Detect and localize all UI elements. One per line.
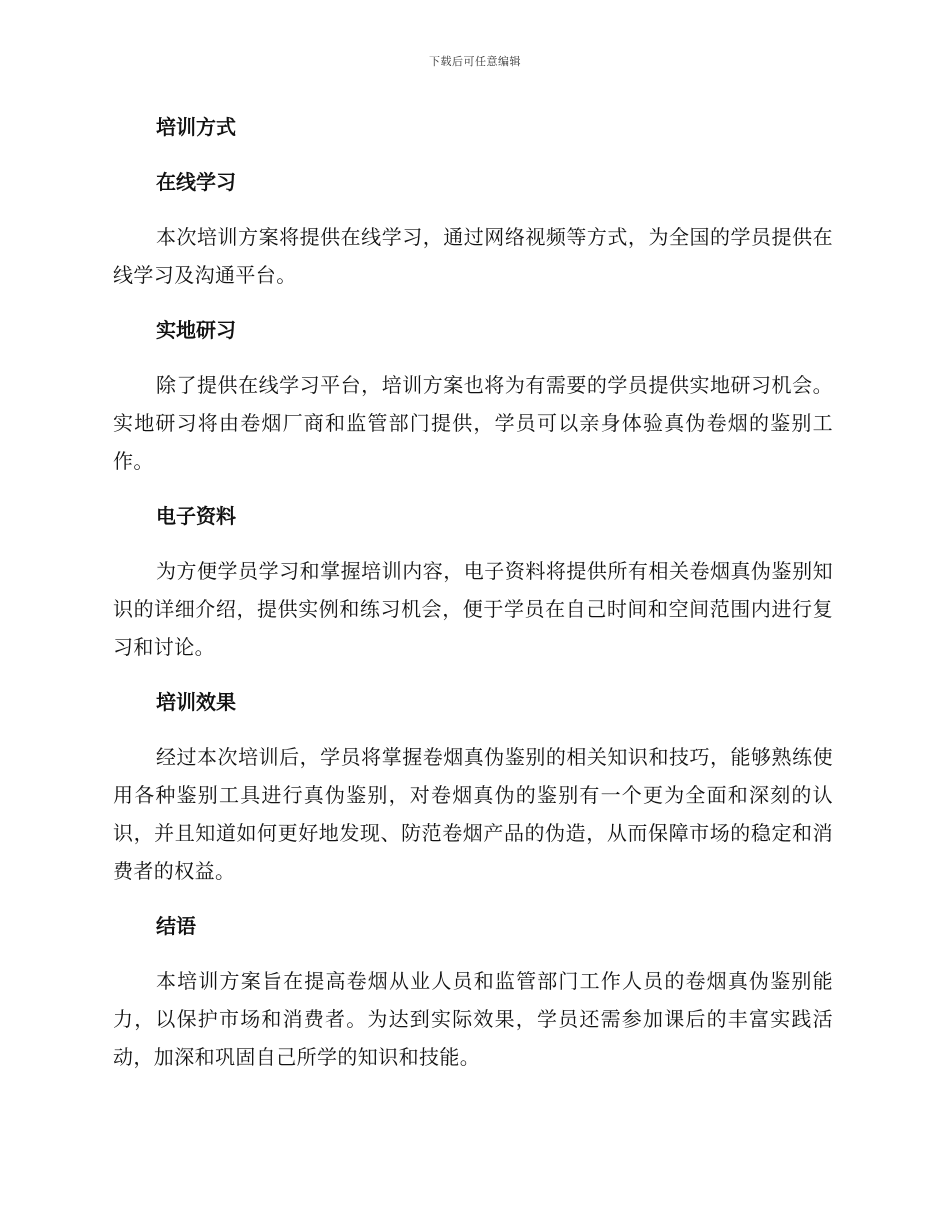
paragraph-training-effect: 经过本次培训后，学员将掌握卷烟真伪鉴别的相关知识和技巧，能够熟练使用各种鉴别工具进行真伪鉴别，对卷烟真伪的鉴别有一个更为全面和深刻的认识，并且知道如何更好地发现、防范卷烟产品的伪造，从而保障市场的稳定和消费者的权益。: [113, 745, 833, 883]
heading-online-learning: 在线学习: [156, 170, 236, 194]
page-header-note: 下载后可任意编辑: [429, 55, 521, 68]
paragraph-field-study: 除了提供在线学习平台，培训方案也将为有需要的学员提供实地研习机会。实地研习将由卷烟厂商和监管部门提供，学员可以亲身体验真伪卷烟的鉴别工作。: [113, 373, 833, 473]
paragraph-conclusion: 本培训方案旨在提高卷烟从业人员和监管部门工作人员的卷烟真伪鉴别能力，以保护市场和消费者。为达到实际效果，学员还需参加课后的丰富实践活动，加深和巩固自己所学的知识和技能。: [113, 969, 833, 1069]
heading-electronic-materials: 电子资料: [156, 504, 236, 528]
heading-training-effect: 培训效果: [156, 690, 236, 714]
paragraph-online-learning: 本次培训方案将提供在线学习，通过网络视频等方式，为全国的学员提供在线学习及沟通平台。: [113, 225, 833, 287]
heading-training-method: 培训方式: [156, 115, 236, 139]
paragraph-electronic-materials: 为方便学员学习和掌握培训内容，电子资料将提供所有相关卷烟真伪鉴别知识的详细介绍，提供实例和练习机会，便于学员在自己时间和空间范围内进行复习和讨论。: [113, 559, 833, 659]
heading-field-study: 实地研习: [156, 318, 236, 342]
heading-conclusion: 结语: [156, 914, 196, 938]
document-body: [113, 108, 833, 1093]
